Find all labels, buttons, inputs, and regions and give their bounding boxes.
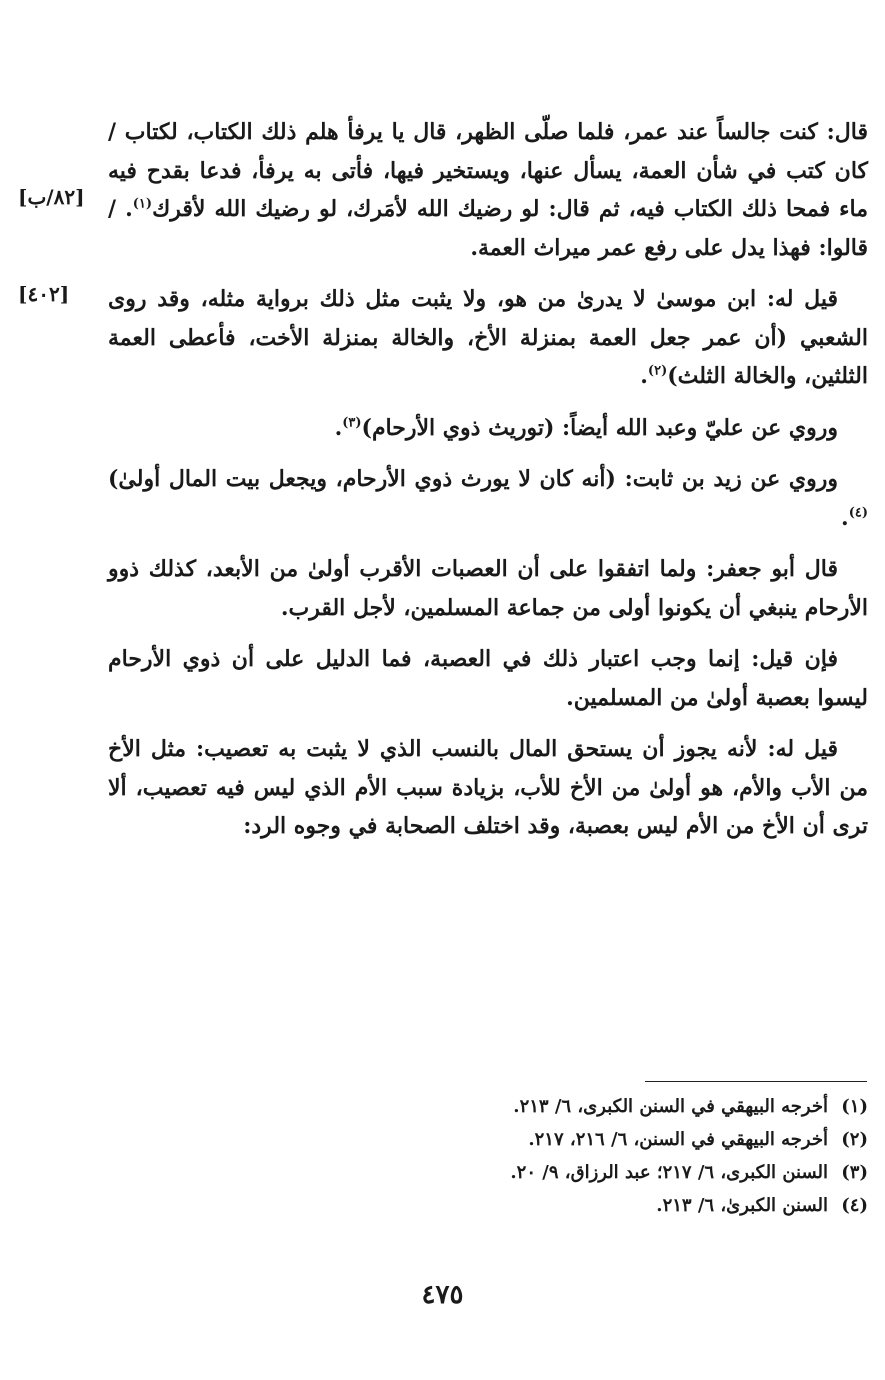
paragraph-7: قيل له: لأنه يجوز أن يستحق المال بالنسب الذي لا يثبت به تعصيب: مثل الأخ من الأب والأم، هو أولىٰ من الأخ للأب، بزيادة سبب الأم الذي ليس فيه تعصيب، ألا ترى أن الأخ من الأم ليس بعصبة، وقد اختلف الصحابة في وجوه الرد: xyxy=(108,736,868,839)
margin-marker-folio-82b: [٨٢/ب] xyxy=(18,185,85,209)
paragraph-6: فإن قيل: إنما وجب اعتبار ذلك في العصبة، فما الدليل على أن ذوي الأرحام ليسوا بعصبة أولىٰ من المسلمين. xyxy=(108,646,868,711)
footnote-2 xyxy=(400,1123,868,1156)
paragraph-3: وروي عن عليّ وعبد الله أيضاً: (توريث ذوي الأرحام)$^{(٣)}$. xyxy=(334,414,838,441)
paragraph-5: قال أبو جعفر: ولما اتفقوا على أن العصبات الأقرب أولىٰ من الأبعد، كذلك ذوو الأرحام ينبغي أن يكونوا أولى من جماعة المسلمين، لأجل القرب. xyxy=(108,556,868,621)
footnote-text: السنن الكبرى، ٦/ ٢١٧؛ عبد الرزاق، ٩/ ٢٠. xyxy=(510,1162,828,1183)
margin-marker-402: [٤٠٢] xyxy=(18,282,70,306)
footnote-divider xyxy=(645,1081,867,1082)
page-number: ٤٧٥ xyxy=(421,1280,464,1310)
footnote-ref-2: (٢) xyxy=(647,363,668,379)
footnote-ref-3: (٣) xyxy=(342,415,362,431)
footnote-number: (٣) xyxy=(841,1162,868,1183)
footnote-text: أخرجه البيهقي في السنن، ٦/ ٢١٦، ٢١٧. xyxy=(528,1129,828,1150)
footnote-number: (٢) xyxy=(841,1129,868,1150)
paragraph-4: وروي عن زيد بن ثابت: (أنه كان لا يورث ذوي الأرحام، ويجعل بيت المال أولىٰ)$^{(٤)}$. xyxy=(108,466,868,531)
footnote-3 xyxy=(400,1156,868,1189)
paragraph-2: قيل له: ابن موسىٰ لا يدرىٰ من هو، ولا يثبت مثل ذلك برواية مثله، وقد روى الشعبي (أن عمر جعل العمة بمنزلة الأخ، والخالة بمنزلة الأخت، فأعطى العمة الثلثين، والخالة الثلث)$^{(٢)}$. xyxy=(108,286,868,389)
footnote-ref-1: (١) xyxy=(132,196,153,212)
footnote-number: (٤) xyxy=(841,1195,868,1216)
footnote-1 xyxy=(400,1090,868,1123)
footnote-text: السنن الكبرىٰ، ٦/ ٢١٣. xyxy=(656,1195,828,1216)
footnote-text: أخرجه البيهقي في السنن الكبرى، ٦/ ٢١٣. xyxy=(513,1096,828,1117)
footnote-4 xyxy=(400,1189,868,1222)
footnote-ref-4: (٤) xyxy=(848,505,868,521)
main-text xyxy=(108,113,868,859)
footnotes xyxy=(400,1090,868,1222)
footnote-number: (١) xyxy=(841,1096,868,1117)
paragraph-1: قال: كنت جالساً عند عمر، فلما صلّى الظهر، قال يا يرفأ هلم ذلك الكتاب، لكتاب / كان كتب في شأن العمة، يسأل عنها، ويستخير فيها، فأتى به يرفأ، فدعا بقدح فيه ماء فمحا ذلك الكتاب فيه، ثم قال: لو رضيك الله لأمَرك، لو رضيك الله لأقرك$^{(١)}$. / قالوا: فهذا يدل على رفع عمر ميراث العمة. xyxy=(108,119,868,261)
